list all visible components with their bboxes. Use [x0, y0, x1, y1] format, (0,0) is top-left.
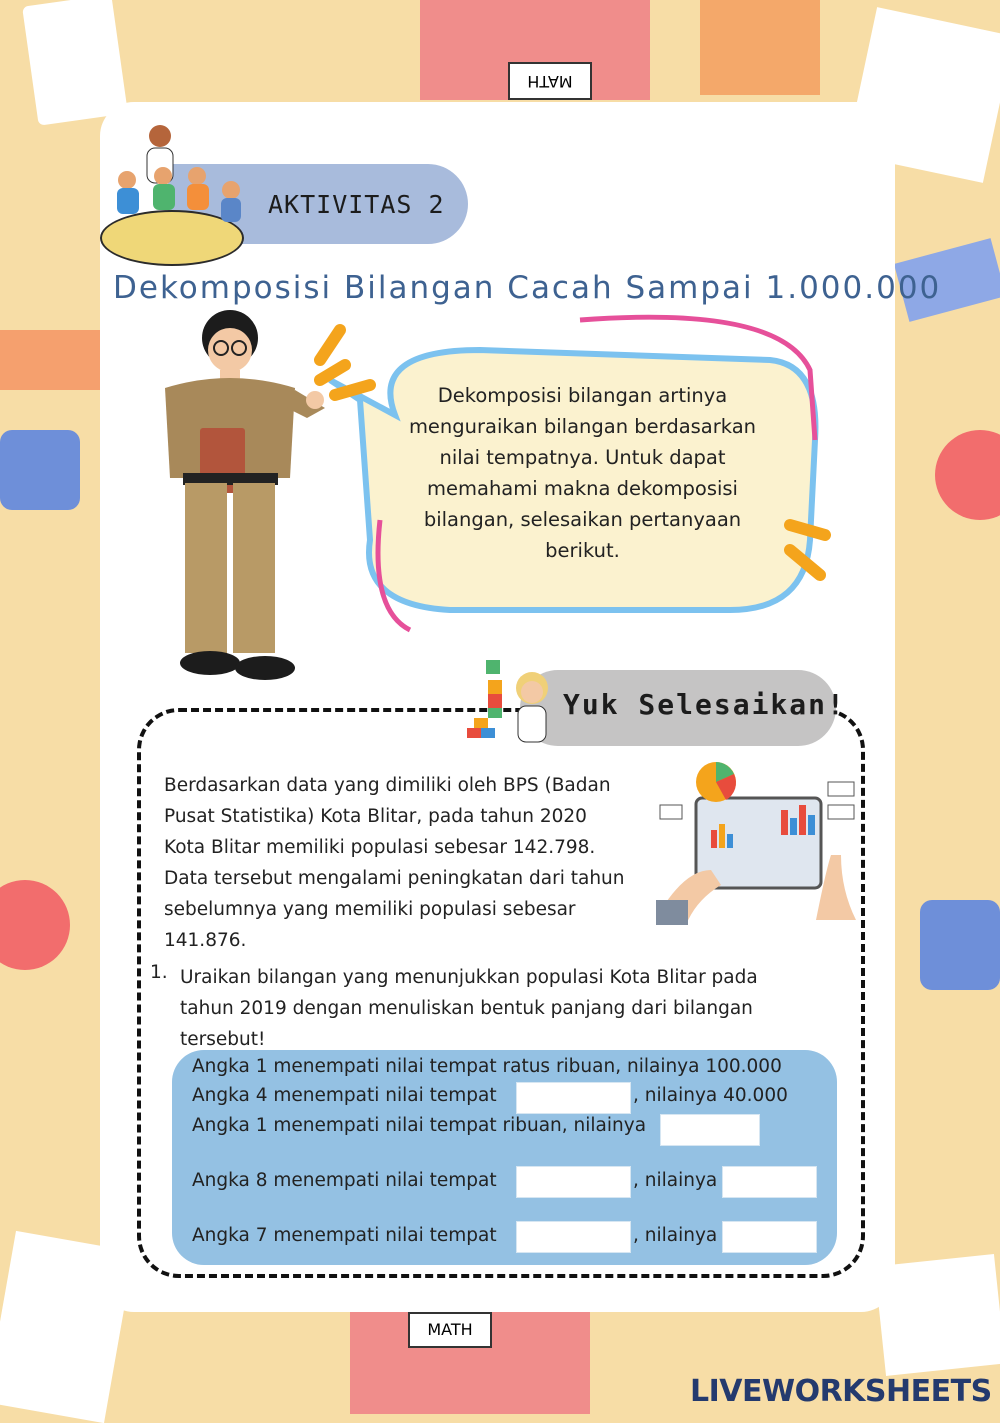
- liveworksheets-logo[interactable]: [690, 1374, 992, 1409]
- section-label: Yuk Selesaikan!: [563, 688, 846, 721]
- answer-input-place-8[interactable]: [516, 1166, 631, 1198]
- background-plus-circle-right: [935, 430, 1000, 520]
- background-notebook-left: [22, 0, 128, 126]
- paragraph-line: sebelumnya yang memiliki populasi sebesar: [164, 899, 576, 920]
- question-text: [180, 962, 820, 1055]
- background-math-label-top: MATH: [508, 62, 592, 100]
- background-blue-tag-left: [0, 430, 80, 510]
- answer-input-hundreds-place-4[interactable]: [516, 1082, 631, 1114]
- question-number: 1.: [150, 962, 168, 983]
- paragraph-line: Data tersebut mengalami peningkatan dari tahun: [164, 868, 625, 889]
- answer-row-2-text: Angka 4 menempati nilai tempat: [192, 1085, 497, 1106]
- paragraph-line: Kota Blitar memiliki populasi sebesar 142.798.: [164, 837, 596, 858]
- answer-row-1-text: Angka 1 menempati nilai tempat ratus ribuan, nilainya 100.000: [192, 1056, 782, 1077]
- question-line: tersebut!: [180, 1029, 266, 1050]
- context-paragraph: [164, 770, 664, 956]
- page-title: Dekomposisi Bilangan Cacah Sampai 1.000.000: [113, 270, 942, 306]
- answer-row-3-text: Angka 1 menempati nilai tempat ribuan, nilainya: [192, 1115, 647, 1136]
- bubble-text: [385, 380, 780, 566]
- bubble-line: Dekomposisi bilangan artinya: [437, 384, 728, 407]
- bubble-line: bilangan, selesaikan pertanyaan: [423, 508, 742, 531]
- answer-input-value-1-thousands[interactable]: [660, 1114, 760, 1146]
- bubble-line: nilai tempatnya. Untuk dapat: [439, 446, 726, 469]
- answer-row-4-mid: , nilainya: [633, 1170, 718, 1191]
- background-x-circle-left: [0, 880, 70, 970]
- paragraph-line: 141.876.: [164, 930, 247, 951]
- answer-row-2-suffix: , nilainya 40.000: [633, 1085, 788, 1106]
- question-line: Uraikan bilangan yang menunjukkan populasi Kota Blitar pada: [180, 967, 758, 988]
- question-line: tahun 2019 dengan menuliskan bentuk panjang dari bilangan: [180, 998, 753, 1019]
- paragraph-line: Pusat Statistika) Kota Blitar, pada tahun 2020: [164, 806, 587, 827]
- girl-blocks-illustration: [462, 650, 562, 750]
- students-illustration: [105, 118, 245, 228]
- bubble-line: menguraikan bilangan berdasarkan: [408, 415, 757, 438]
- background-ruler-top: [700, 0, 820, 95]
- answer-row-4-text: Angka 8 menempati nilai tempat: [192, 1170, 497, 1191]
- answer-input-value-7[interactable]: [722, 1221, 817, 1253]
- background-blue-tag-right: [920, 900, 1000, 990]
- answer-input-value-8[interactable]: [722, 1166, 817, 1198]
- answer-row-5-text: Angka 7 menempati nilai tempat: [192, 1225, 497, 1246]
- statistics-tablet-illustration: [656, 760, 856, 925]
- bubble-line: berikut.: [545, 539, 620, 562]
- background-ruler-left: [0, 330, 100, 390]
- liveworksheets-logo-text: LIVEWORKSHEETS: [690, 1374, 992, 1409]
- bubble-line: memahami makna dekomposisi: [427, 477, 738, 500]
- background-math-label-bottom: MATH: [408, 1312, 492, 1348]
- answer-input-place-7[interactable]: [516, 1221, 631, 1253]
- paragraph-line: Berdasarkan data yang dimiliki oleh BPS (Badan: [164, 775, 611, 796]
- answer-row-5-mid: , nilainya: [633, 1225, 718, 1246]
- activity-label: AKTIVITAS 2: [268, 190, 445, 219]
